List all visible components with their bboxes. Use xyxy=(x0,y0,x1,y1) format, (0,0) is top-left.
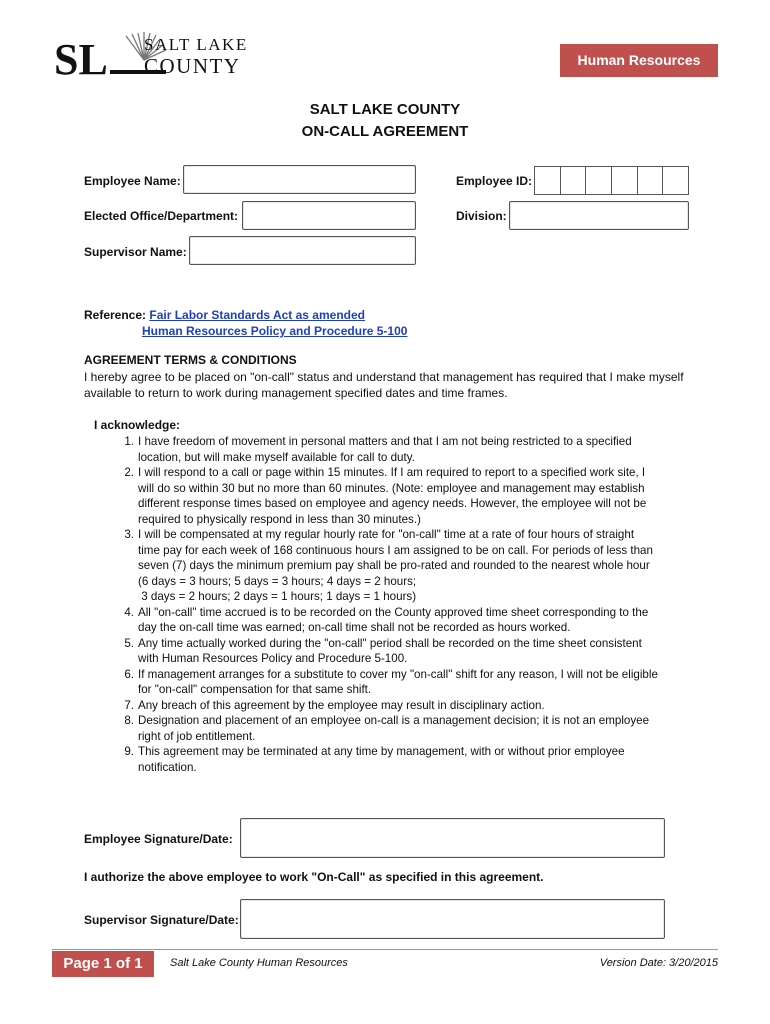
list-item xyxy=(118,605,658,636)
flsa-link[interactable]: Fair Labor Standards Act as amended xyxy=(149,308,365,322)
authorization-statement: I authorize the above employee to work "On-Call" as specified in this agreement. xyxy=(84,870,544,884)
division-field[interactable] xyxy=(509,201,689,230)
item-number: 6. xyxy=(124,667,134,681)
supervisor-signature-field[interactable] xyxy=(240,899,665,939)
employee-id-digit-box[interactable] xyxy=(535,167,560,194)
terms-list xyxy=(118,434,658,775)
svg-text:SL: SL xyxy=(54,35,108,80)
page-number-badge: Page 1 of 1 xyxy=(52,951,154,977)
supervisor-name-label: Supervisor Name: xyxy=(84,245,187,259)
item-number: 9. xyxy=(124,745,134,758)
list-item xyxy=(118,527,658,605)
division-label: Division: xyxy=(456,209,507,223)
reference-label: Reference: xyxy=(84,308,147,322)
document-title: SALT LAKE COUNTY xyxy=(309,101,461,118)
reference-line xyxy=(84,308,365,322)
item-text: Any time actually worked during the "on-call" period shall be recorded on the time sheet consistent with Human Resources Policy and Procedure 5-100. xyxy=(138,636,642,665)
document-subtitle: ON-CALL AGREEMENT xyxy=(301,123,469,140)
item-text: Any breach of this agreement by the employee may result in disciplinary action. xyxy=(138,698,545,712)
item-number: 8. xyxy=(124,714,134,727)
employee-name-field[interactable] xyxy=(183,165,416,194)
employee-id-label: Employee ID: xyxy=(456,174,533,188)
item-text: If management arranges for a substitute to cover my "on-call" shift for any reason, I will not be eligible for "on-call" compensation for that same shift. xyxy=(138,667,658,696)
employee-id-digit-box[interactable] xyxy=(585,167,611,194)
list-item xyxy=(118,636,658,667)
item-text: This agreement may be terminated at any time by management, with or without prior employee notification. xyxy=(138,745,625,774)
logo-graphic xyxy=(52,30,267,80)
supervisor-signature-label: Supervisor Signature/Date: xyxy=(84,913,239,927)
employee-id-digit-box[interactable] xyxy=(662,167,688,194)
acknowledge-heading: I acknowledge: xyxy=(94,418,181,432)
human-resources-badge: Human Resources xyxy=(560,44,718,77)
item-text: I have freedom of movement in personal matters and that I am not being restricted to a specified location, but will make myself available for call to duty. xyxy=(138,435,632,464)
footer-divider xyxy=(52,949,718,950)
office-department-label: Elected Office/Department: xyxy=(84,209,239,223)
svg-text:SALT LAKE: SALT LAKE xyxy=(144,35,248,54)
terms-intro: I hereby agree to be placed on "on-call" status and understand that management has required that I make myself available to return to work during management specified dates and time frames. xyxy=(84,370,684,400)
list-item xyxy=(118,698,658,714)
svg-text:COUNTY: COUNTY xyxy=(144,54,241,78)
terms-heading: AGREEMENT TERMS & CONDITIONS xyxy=(84,353,297,367)
list-item xyxy=(118,465,658,527)
hr-policy-link[interactable]: Human Resources Policy and Procedure 5-100 xyxy=(142,324,408,338)
list-item xyxy=(118,744,658,775)
item-number: 1. xyxy=(124,435,134,448)
employee-id-digit-box[interactable] xyxy=(637,167,663,194)
employee-id-field[interactable] xyxy=(534,166,689,195)
footer-organization: Salt Lake County Human Resources xyxy=(170,957,348,969)
list-item xyxy=(118,434,658,465)
list-item xyxy=(118,713,658,744)
item-text: I will respond to a call or page within 15 minutes. If I am required to report to a specified work site, I will do so within 30 but no more than 60 minutes. (Note: employee and management may establish different response times based on employee and agency needs. However, the employee will not be required to physically respond in less than 30 minutes.) xyxy=(138,466,647,526)
employee-id-digit-box[interactable] xyxy=(611,167,637,194)
employee-signature-field[interactable] xyxy=(240,818,665,858)
employee-signature-label: Employee Signature/Date: xyxy=(84,832,233,846)
item-number: 7. xyxy=(124,698,134,712)
item-text: All "on-call" time accrued is to be recorded on the County approved time sheet corresponding to the day the on-call time was earned; on-call time shall not be recorded as hours worked. xyxy=(138,605,649,634)
footer-version-date: Version Date: 3/20/2015 xyxy=(599,957,718,969)
item-number: 3. xyxy=(124,528,134,541)
supervisor-name-field[interactable] xyxy=(189,236,416,265)
item-text: Designation and placement of an employee on-call is a management decision; it is not an employee right of job entitlement. xyxy=(138,714,650,743)
item-number: 4. xyxy=(124,605,134,619)
employee-name-label: Employee Name: xyxy=(84,174,181,188)
item-number: 2. xyxy=(124,466,134,479)
item-subtext: 3 days = 2 hours; 2 days = 1 hours; 1 days = 1 hours) xyxy=(138,590,417,603)
item-number: 5. xyxy=(124,636,134,650)
office-department-field[interactable] xyxy=(242,201,416,230)
item-text: I will be compensated at my regular hourly rate for "on-call" time at a rate of four hours of straight time pay for each week of 168 continuous hours I am assigned to be on call. For periods of less than seven (7) days the minimum premium pay shall be pro-rated and rounded to the nearest whole hour xyxy=(138,528,653,572)
list-item xyxy=(118,667,658,698)
county-logo xyxy=(52,30,267,80)
employee-id-digit-box[interactable] xyxy=(560,167,586,194)
item-subtext: (6 days = 3 hours; 5 days = 3 hours; 4 days = 2 hours; xyxy=(138,574,417,588)
